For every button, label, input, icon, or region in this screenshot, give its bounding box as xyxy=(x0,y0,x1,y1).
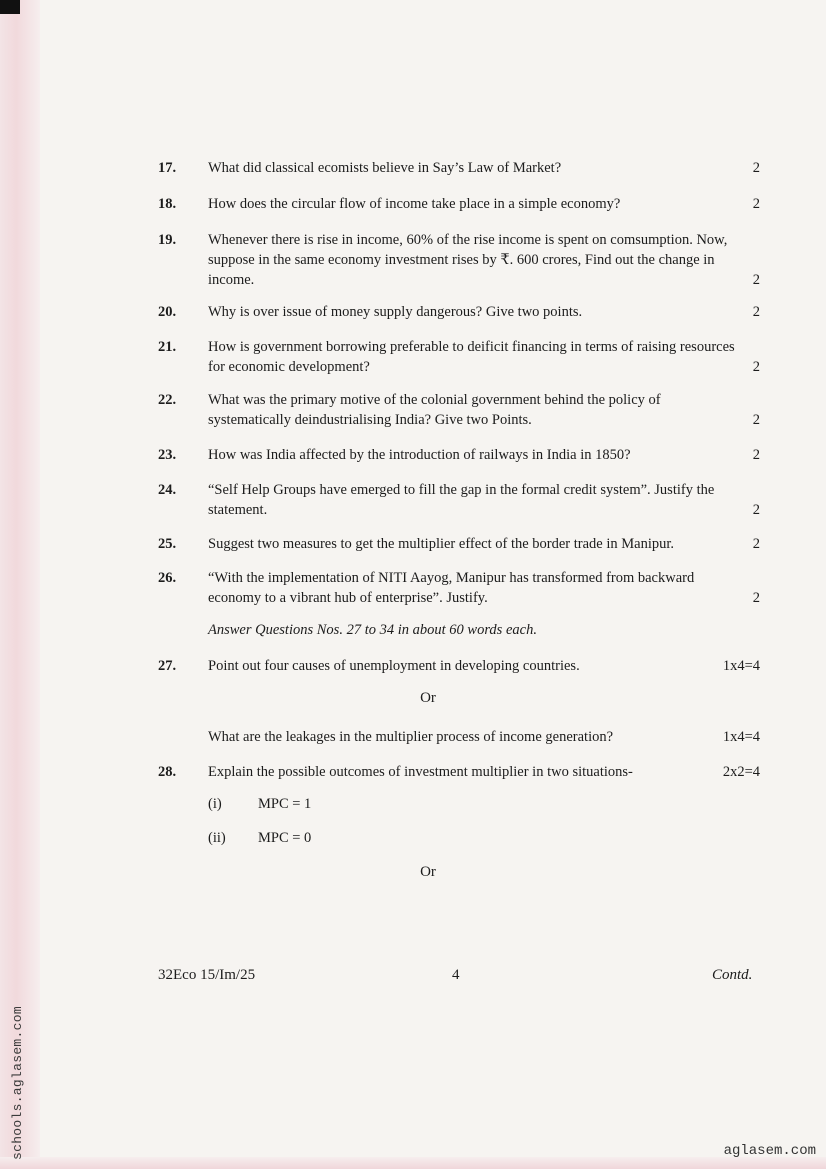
question-text: What did classical ecomists believe in Say’s Law of Market? xyxy=(208,160,562,176)
or-divider xyxy=(0,690,826,707)
question-text: “With the implementation of NITI Aayog, Manipur has transformed from backward economy to a vibrant hub of enterprise”. Justify. xyxy=(208,570,695,606)
question-24 xyxy=(158,480,760,520)
question-text: Explain the possible outcomes of investment multiplier in two situations- xyxy=(208,764,633,780)
question-number: 17. xyxy=(158,160,177,176)
question-26 xyxy=(158,568,760,608)
question-21 xyxy=(158,337,760,377)
or-label: Or xyxy=(420,690,436,706)
part-label: (i) xyxy=(208,796,222,812)
scan-bottom-strip xyxy=(0,1157,826,1169)
section-instruction: Answer Questions Nos. 27 to 34 in about 60 words each. xyxy=(208,622,537,638)
question-marks: 2 xyxy=(752,447,760,463)
question-number: 27. xyxy=(158,658,177,674)
question-marks: 2 xyxy=(752,196,760,212)
question-text: “Self Help Groups have emerged to fill the gap in the formal credit system”. Justify the statement. xyxy=(208,482,715,518)
question-23 xyxy=(158,445,760,465)
question-text: How does the circular flow of income take place in a simple economy? xyxy=(208,196,621,212)
question-number: 20. xyxy=(158,304,177,320)
question-marks: 2 xyxy=(752,502,760,518)
question-number: 26. xyxy=(158,570,177,586)
question-marks: 2 xyxy=(752,304,760,320)
question-text: Suggest two measures to get the multiplier effect of the border trade in Manipur. xyxy=(208,536,675,552)
question-text: How is government borrowing preferable to deificit financing in terms of raising resources for economic development? xyxy=(208,339,735,375)
question-marks: 1x4=4 xyxy=(722,729,760,745)
question-marks: 2 xyxy=(752,412,760,428)
question-text: How was India affected by the introduction of railways in India in 1850? xyxy=(208,447,631,463)
question-text: What are the leakages in the multiplier process of income generation? xyxy=(208,729,614,745)
question-number: 22. xyxy=(158,392,177,408)
question-text: Whenever there is rise in income, 60% of the rise income is spent on comsumption. Now, suppose in the same economy investment rises by ₹. 600 crores, Find out the change in income. xyxy=(208,232,728,288)
question-25 xyxy=(158,534,760,554)
question-28-part-ii xyxy=(208,830,311,847)
question-number: 28. xyxy=(158,764,177,780)
side-watermark: schools.aglasem.com xyxy=(10,1006,25,1160)
question-20 xyxy=(158,302,760,322)
question-27 xyxy=(158,656,760,676)
question-marks: 1x4=4 xyxy=(722,658,760,674)
question-number: 23. xyxy=(158,447,177,463)
question-19 xyxy=(158,230,760,290)
scan-corner-mark xyxy=(0,0,20,14)
bottom-watermark: aglasem.com xyxy=(723,1143,816,1159)
question-marks: 2 xyxy=(752,536,760,552)
question-text: Why is over issue of money supply dangerous? Give two points. xyxy=(208,304,583,320)
question-marks: 2 xyxy=(752,272,760,288)
question-text: What was the primary motive of the colonial government behind the policy of systematically deindustrialising India? Give two Points. xyxy=(208,392,661,428)
page-number: 4 xyxy=(452,967,460,983)
or-label: Or xyxy=(420,864,436,880)
question-marks: 2 xyxy=(752,160,760,176)
question-28 xyxy=(158,762,760,782)
question-text: Point out four causes of unemployment in developing countries. xyxy=(208,658,580,674)
continued-label: Contd. xyxy=(712,967,753,983)
question-number: 19. xyxy=(158,232,177,248)
question-number: 18. xyxy=(158,196,177,212)
question-number: 21. xyxy=(158,339,177,355)
question-17 xyxy=(158,158,760,178)
question-22 xyxy=(158,390,760,430)
question-marks: 2x2=4 xyxy=(722,764,760,780)
question-marks: 2 xyxy=(752,359,760,375)
paper-code: 32Eco 15/Im/25 xyxy=(158,967,256,983)
question-18 xyxy=(158,194,760,214)
part-text: MPC = 1 xyxy=(258,796,312,812)
question-28-part-i xyxy=(208,796,311,813)
question-number: 25. xyxy=(158,536,177,552)
question-marks: 2 xyxy=(752,590,760,606)
part-text: MPC = 0 xyxy=(258,830,312,846)
question-27-alternative xyxy=(158,727,760,747)
question-number: 24. xyxy=(158,482,177,498)
or-divider xyxy=(0,864,826,881)
part-label: (ii) xyxy=(208,830,226,846)
